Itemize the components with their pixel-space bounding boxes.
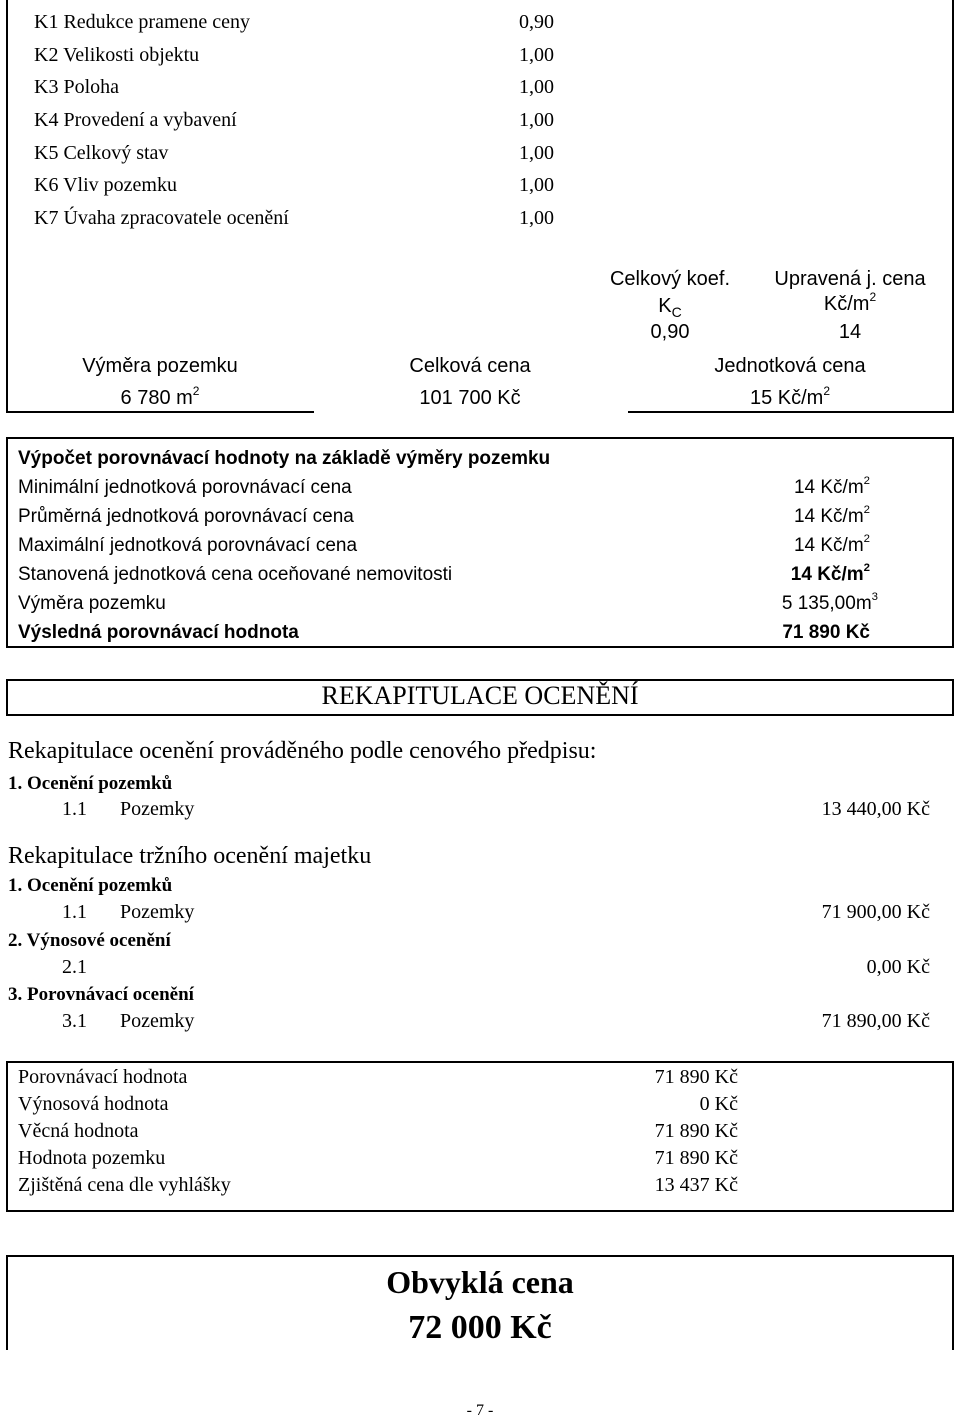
frame-divider	[628, 411, 954, 413]
regulatory-recap-title: Rekapitulace ocenění prováděného podle cenového předpisu:	[8, 738, 597, 764]
adjusted-price-label: Upravená j. cena	[774, 268, 926, 290]
market-section-heading: 2. Výnosové ocenění	[8, 930, 171, 951]
adjusted-unit-sup: 2	[869, 289, 877, 304]
market-item-value: 71 890,00 Kč	[821, 1010, 930, 1032]
coefficient-row	[34, 39, 554, 72]
unit-price-value	[680, 383, 900, 410]
coefficient-value: 1,00	[519, 44, 554, 66]
regulatory-item-value: 13 440,00 Kč	[821, 798, 930, 820]
market-item-label: Pozemky	[120, 1010, 195, 1032]
adjusted-price-unit	[750, 289, 950, 316]
market-item-label: Pozemky	[120, 901, 195, 923]
coefficient-label: K3 Poloha	[34, 76, 119, 98]
computation-label: Výměra pozemku	[18, 593, 166, 614]
summary-label: Výnosová hodnota	[18, 1093, 169, 1115]
coefficient-row	[34, 169, 554, 202]
summary-value: 13 437 Kč	[654, 1174, 738, 1196]
total-price-header: Celková cena	[409, 355, 531, 377]
unit-price-header: Jednotková cena	[714, 355, 866, 377]
coefficient-value: 1,00	[519, 207, 554, 229]
computation-label: Minimální jednotková porovnávací cena	[18, 477, 352, 498]
summary-label: Porovnávací hodnota	[18, 1066, 188, 1088]
summary-label: Hodnota pozemku	[18, 1147, 166, 1169]
computation-title: Výpočet porovnávací hodnoty na základě výměry pozemku	[18, 448, 551, 469]
summary-value: 0 Kč	[699, 1093, 738, 1115]
area-value-text: 6 780 m	[120, 387, 193, 409]
coefficient-row	[34, 202, 554, 235]
computation-value-sup: 2	[863, 532, 870, 545]
recap-title: REKAPITULACE OCENĚNÍ	[321, 681, 639, 710]
regulatory-item-number: 1.1	[62, 798, 87, 820]
area-value	[40, 383, 280, 410]
computation-value-text: 14 Kč/m	[793, 506, 864, 527]
kc-symbol	[590, 295, 750, 318]
computation-value: 71 890 Kč	[782, 622, 870, 643]
market-item-number: 2.1	[62, 956, 87, 978]
final-price-value: 72 000 Kč	[408, 1309, 552, 1346]
summary-label: Věcná hodnota	[18, 1120, 139, 1142]
total-coef-label: Celkový koef.	[609, 268, 731, 290]
market-section-heading: 1. Ocenění pozemků	[8, 875, 173, 896]
unit-price-text: 15 Kč/m	[749, 387, 824, 409]
computation-value-text: 5 135,00m	[781, 593, 872, 614]
kc-main: K	[658, 295, 672, 317]
summary-frame-bottom	[6, 1210, 954, 1212]
unit-price-sup: 2	[823, 383, 831, 398]
area-value-sup: 2	[192, 383, 200, 398]
market-item-number: 3.1	[62, 1010, 87, 1032]
summary-value: 71 890 Kč	[654, 1066, 738, 1088]
market-item-value: 71 900,00 Kč	[821, 901, 930, 923]
market-recap-title: Rekapitulace tržního ocenění majetku	[8, 843, 372, 869]
coefficient-label: K6 Vliv pozemku	[34, 174, 177, 196]
summary-value: 71 890 Kč	[654, 1120, 738, 1142]
computation-value	[794, 502, 870, 531]
coefficient-label: K2 Velikosti objektu	[34, 44, 200, 66]
computation-value	[791, 560, 870, 589]
market-section-heading: 3. Porovnávací ocenění	[8, 984, 194, 1005]
regulatory-item-label: Pozemky	[120, 798, 195, 820]
coefficient-label: K4 Provedení a vybavení	[34, 109, 237, 131]
page-number: - 7 -	[466, 1402, 494, 1419]
adjusted-price-value: 14	[838, 321, 862, 343]
area-header: Výměra pozemku	[82, 355, 238, 377]
coefficient-row	[34, 137, 554, 170]
computation-value-text: 14 Kč/m	[793, 477, 864, 498]
adjusted-unit-text: Kč/m	[823, 293, 870, 315]
coefficient-label: K5 Celkový stav	[34, 142, 169, 164]
coefficient-value: 1,00	[519, 142, 554, 164]
computation-value-sup: 2	[863, 561, 870, 574]
total-price-value: 101 700 Kč	[419, 387, 521, 409]
coefficient-value: 1,00	[519, 76, 554, 98]
computation-value-sup: 3	[871, 590, 878, 603]
coefficient-value: 1,00	[519, 109, 554, 131]
computation-value-sup: 2	[863, 503, 870, 516]
frame-divider	[6, 411, 314, 413]
summary-label: Zjištěná cena dle vyhlášky	[18, 1174, 231, 1196]
coefficient-value: 0,90	[519, 11, 554, 33]
coefficient-value: 1,00	[519, 174, 554, 196]
kc-sub: C	[671, 304, 682, 320]
computation-value-text: 14 Kč/m	[790, 564, 864, 585]
kc-value: 0,90	[650, 321, 690, 343]
computation-label: Výsledná porovnávací hodnota	[18, 622, 299, 643]
computation-value-sup: 2	[863, 474, 870, 487]
market-item-value: 0,00 Kč	[866, 956, 930, 978]
coefficient-label: K1 Redukce pramene ceny	[34, 11, 251, 33]
computation-label: Stanovená jednotková cena oceňované nemovitosti	[18, 564, 453, 585]
coefficient-row	[34, 6, 554, 39]
computation-label: Průměrná jednotková porovnávací cena	[18, 506, 354, 527]
summary-value: 71 890 Kč	[654, 1147, 738, 1169]
coefficient-row	[34, 104, 554, 137]
final-price-title: Obvyklá cena	[386, 1264, 574, 1300]
coefficient-row	[34, 71, 554, 104]
computation-value-text: 14 Kč/m	[793, 535, 864, 556]
market-item-number: 1.1	[62, 901, 87, 923]
coefficient-label: K7 Úvaha zpracovatele ocenění	[34, 207, 289, 229]
computation-value	[794, 531, 870, 560]
regulatory-section-heading: 1. Ocenění pozemků	[8, 773, 173, 794]
computation-label: Maximální jednotková porovnávací cena	[18, 535, 358, 556]
computation-value	[782, 589, 878, 618]
computation-value	[794, 473, 870, 502]
